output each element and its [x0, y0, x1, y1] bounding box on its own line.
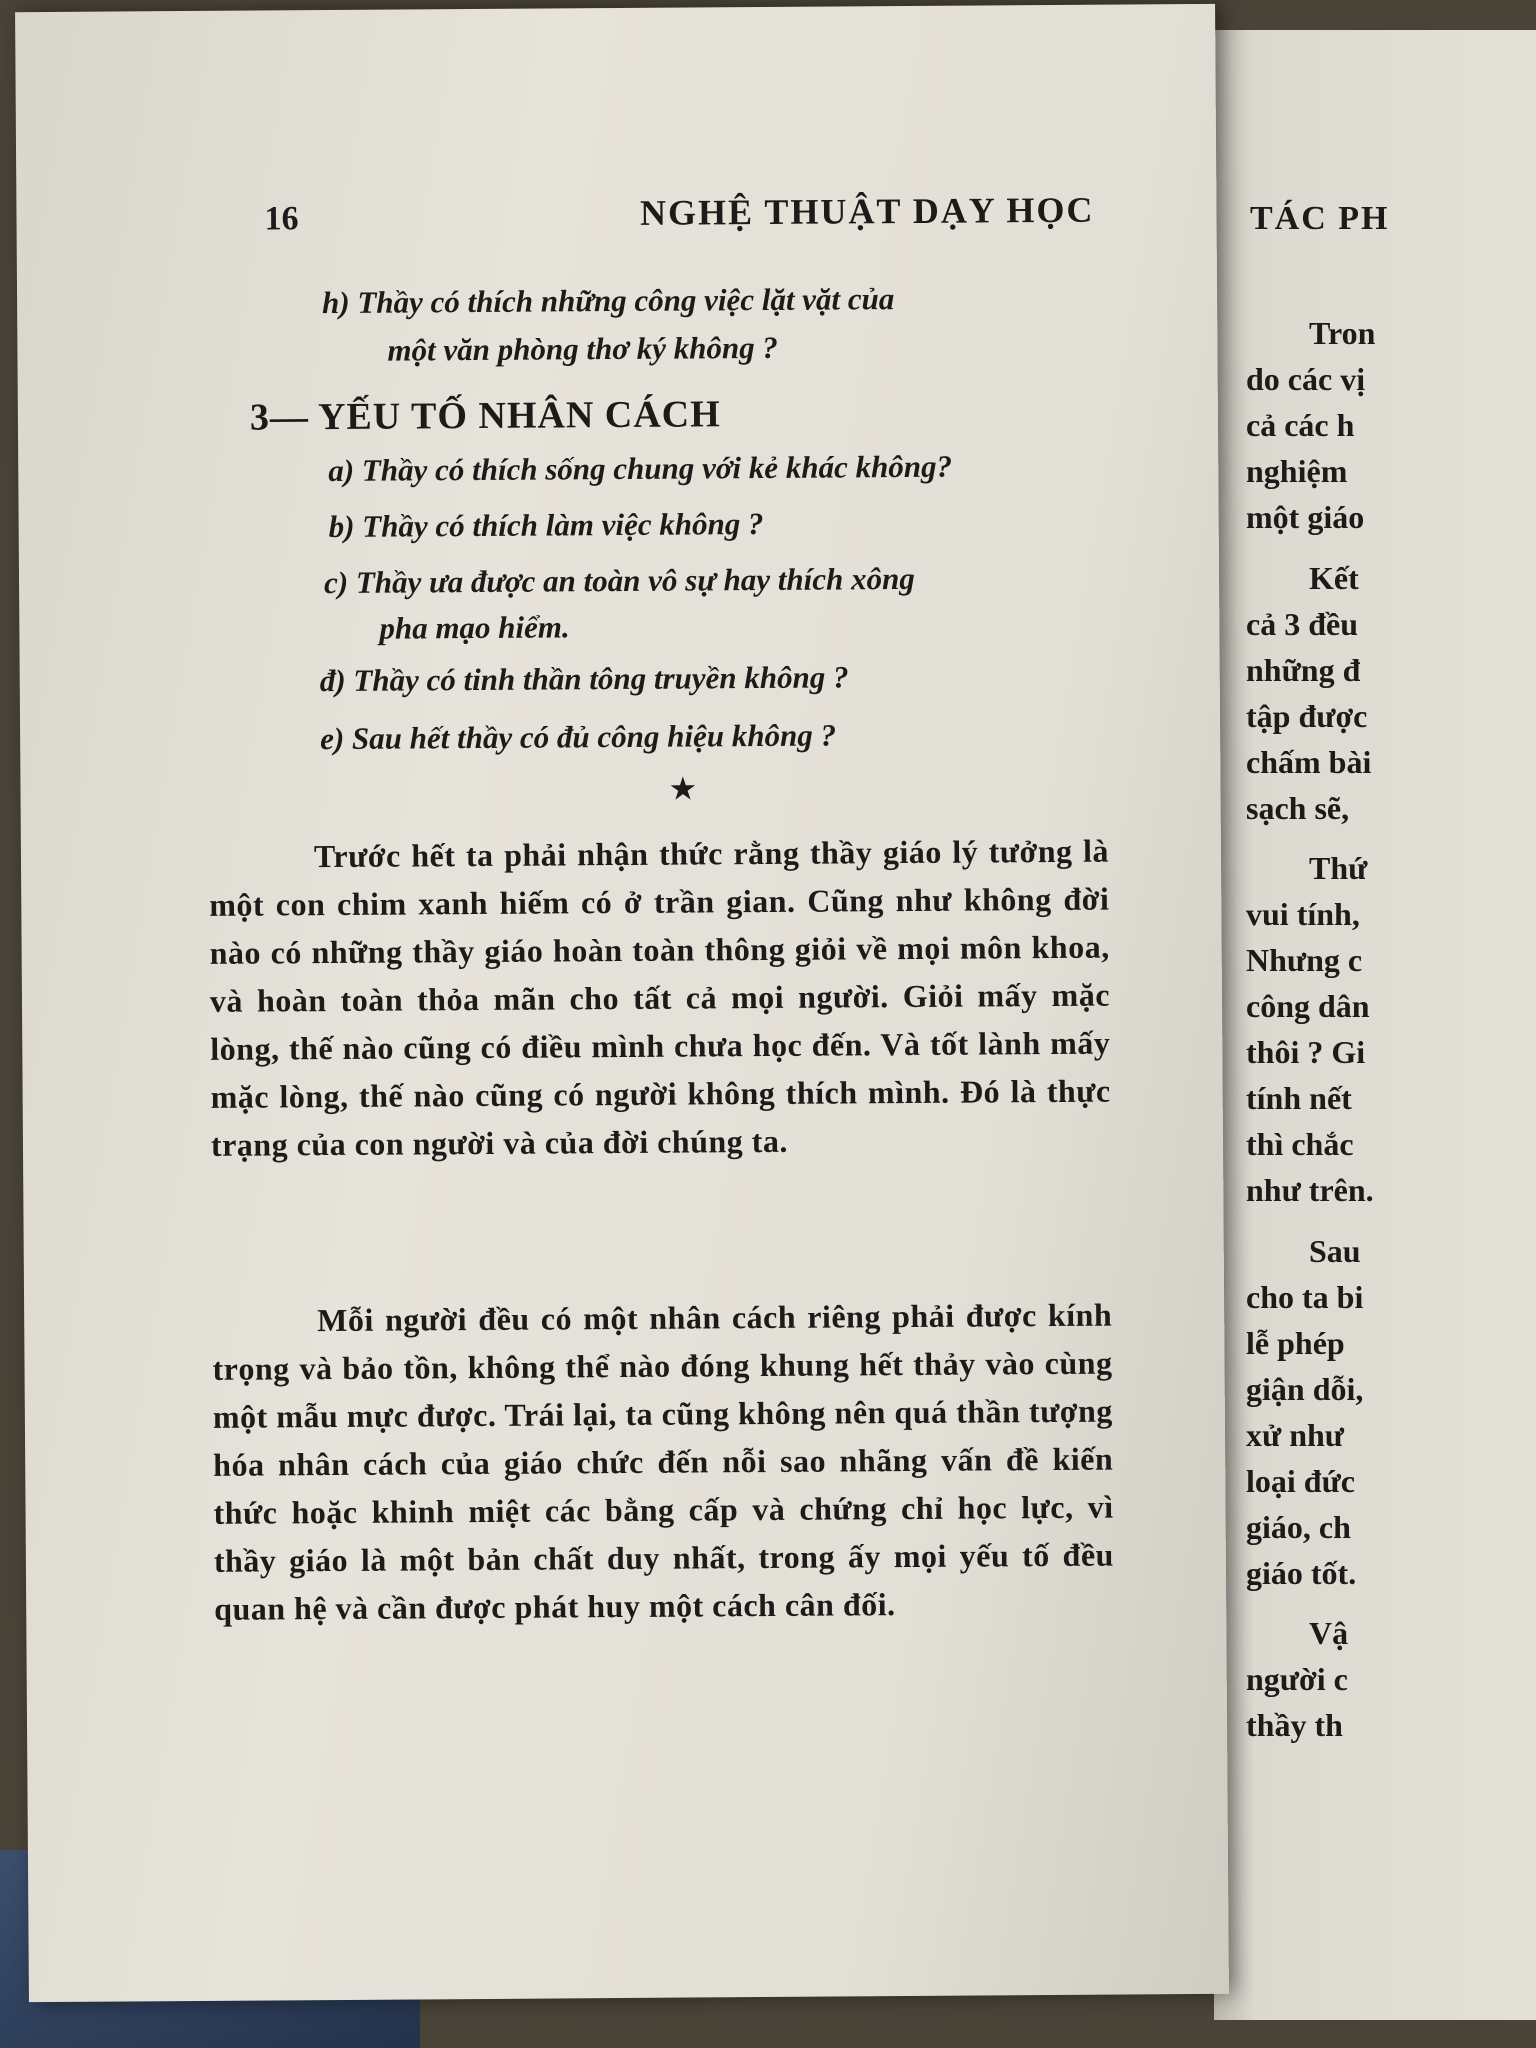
right-page-line: cả các h	[1246, 407, 1355, 443]
right-page-line: thôi ? Gi	[1246, 1034, 1366, 1070]
right-page-line: Kết	[1309, 560, 1359, 596]
right-page-line: thầy th	[1246, 1707, 1343, 1743]
right-page	[1214, 30, 1536, 2020]
paragraph-1: Trước hết ta phải nhận thức rằng thầy giáo lý tưởng là một con chim xanh hiếm có ở trần gian. Cũng như không đời nào có những thầy giáo hoàn toàn thông giỏi về mọi môn khoa, và hoàn toàn thỏa mãn cho tất cả mọi người. Giỏi mấy mặc lòng, thế nào cũng có điều mình chưa học đến. Và tốt lành mấy mặc lòng, thế nào cũng có người không thích mình. Đó là thực trạng của con người và của đời chúng ta.	[209, 832, 1111, 1163]
book-title: NGHỆ THUẬT DẠY HỌC	[639, 189, 1095, 233]
right-page-line: sạch sẽ,	[1246, 790, 1350, 826]
right-page-line: công dân	[1246, 988, 1370, 1024]
right-page-line: loại đức	[1246, 1463, 1355, 1499]
right-page-line: chấm bài	[1246, 744, 1372, 780]
right-page-line: xử như	[1246, 1417, 1344, 1453]
right-page-line: tính nết	[1246, 1080, 1352, 1116]
right-page-line: Tron	[1309, 315, 1376, 351]
right-page-line: do các vị	[1246, 361, 1366, 397]
right-page-line: vui tính,	[1246, 896, 1360, 932]
right-page-line: Thứ	[1309, 850, 1368, 886]
running-head	[264, 185, 1094, 251]
list-item-h-line1: h) Thầy có thích những công việc lặt vặt của	[321, 281, 895, 321]
right-page-line: cả 3 đều	[1246, 606, 1358, 642]
right-page-line: thì chắc	[1246, 1126, 1354, 1162]
right-page-line: người c	[1246, 1661, 1348, 1697]
list-item-d: đ) Thầy có tinh thần tông truyền không ?	[319, 659, 849, 699]
right-page-header: TÁC PH	[1250, 200, 1390, 237]
right-page-line: tập được	[1246, 698, 1368, 734]
page-number: 16	[264, 200, 299, 238]
right-page-line: như trên.	[1246, 1172, 1374, 1208]
list-item-a: a) Thầy có thích sống chung với kẻ khác không?	[328, 448, 953, 489]
paragraph-2: Mỗi người đều có một nhân cách riêng phải được kính trọng và bảo tồn, không thể nào đóng khung hết thảy vào cùng một mẫu mực được. Trái lại, ta cũng không nên quá thần tượng hóa nhân cách của giáo chức đến nỗi sao nhãng vấn đề kiến thức hoặc khinh miệt các bằng cấp và chứng chỉ học lực, vì thầy giáo là một bản chất duy nhất, trong ấy mọi yếu tố đều quan hệ và cần được phát huy một cách cân đối.	[212, 1296, 1114, 1627]
left-page	[15, 4, 1229, 2002]
right-page-line: Sau	[1309, 1233, 1361, 1269]
right-page-line: giận dỗi,	[1246, 1371, 1364, 1407]
right-page-line: Nhưng c	[1246, 942, 1363, 978]
right-page-line: giáo tốt.	[1246, 1555, 1357, 1591]
right-page-line: giáo, ch	[1246, 1509, 1351, 1545]
list-item-b: b) Thầy có thích làm việc không ?	[328, 506, 764, 545]
right-page-line: một giáo	[1246, 499, 1365, 535]
star-separator: ★	[668, 770, 698, 807]
right-page-line: Vậ	[1309, 1615, 1349, 1651]
right-page-line: lễ phép	[1246, 1325, 1345, 1361]
list-item-e: e) Sau hết thầy có đủ công hiệu không ?	[320, 717, 837, 757]
list-item-c-line2: pha mạo hiểm.	[379, 609, 570, 646]
section-heading: 3— YẾU TỐ NHÂN CÁCH	[249, 393, 721, 439]
list-item-h-line2: một văn phòng thơ ký không ?	[387, 329, 778, 368]
right-page-line: nghiệm	[1246, 453, 1348, 489]
right-page-line: cho ta bi	[1246, 1279, 1364, 1315]
right-page-line: những đ	[1246, 652, 1361, 688]
list-item-c-line1: c) Thầy ưa được an toàn vô sự hay thích xông	[323, 560, 915, 601]
